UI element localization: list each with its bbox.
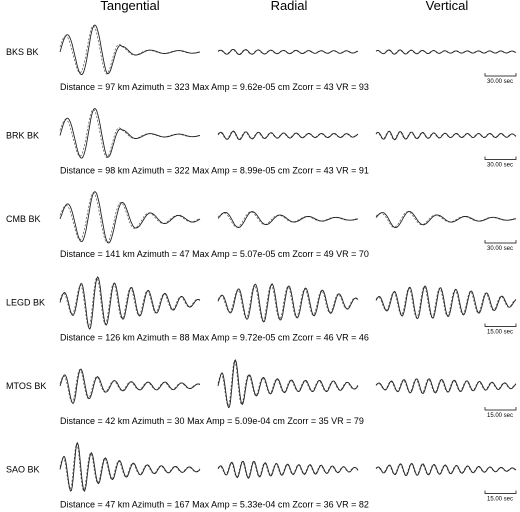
- station-row: [6, 109, 516, 176]
- synthetic-trace-vertical: [376, 132, 516, 140]
- observed-trace-tangential: [60, 192, 200, 243]
- observed-trace-vertical: [376, 212, 516, 228]
- station-info: Distance = 98 km Azimuth = 322 Max Amp = 8.99e-05 cm Zcorr = 43 VR = 91: [60, 165, 369, 176]
- station-row: [6, 192, 516, 259]
- time-scale-bar: [485, 157, 516, 160]
- observed-trace-radial: [218, 461, 358, 478]
- synthetic-trace-tangential: [60, 110, 200, 158]
- time-scale-label: 30.00 sec: [486, 162, 514, 169]
- observed-trace-tangential: [60, 109, 200, 159]
- station-row: [6, 360, 516, 426]
- observed-trace-radial: [218, 212, 358, 228]
- synthetic-trace-tangential: [60, 26, 200, 74]
- observed-trace-radial: [218, 131, 358, 140]
- station-row: [6, 277, 516, 343]
- station-info: Distance = 42 km Azimuth = 30 Max Amp = 5.09e-04 cm Zcorr = 35 VR = 79: [60, 416, 364, 426]
- station-label: MTOS BK: [6, 381, 47, 391]
- synthetic-trace-tangential: [60, 370, 200, 402]
- header-vertical: Vertical: [425, 0, 469, 13]
- observed-trace-tangential: [60, 443, 200, 491]
- time-scale-bar: [485, 491, 516, 494]
- time-scale-bar: [485, 73, 516, 76]
- observed-trace-tangential: [60, 369, 200, 403]
- station-info: Distance = 97 km Azimuth = 323 Max Amp = 9.62e-05 cm Zcorr = 43 VR = 93: [60, 82, 369, 92]
- station-info: Distance = 141 km Azimuth = 47 Max Amp = 5.07e-05 cm Zcorr = 49 VR = 70: [60, 249, 369, 259]
- station-label: CMB BK: [6, 214, 41, 224]
- observed-trace-radial: [218, 284, 358, 322]
- station-rows: [6, 25, 516, 509]
- station-label: BKS BK: [6, 47, 39, 57]
- observed-trace-tangential: [60, 25, 200, 75]
- station-label: LEGD BK: [6, 297, 46, 308]
- observed-trace-radial: [218, 49, 358, 54]
- time-scale-label: 15.00 sec: [486, 329, 514, 336]
- station-label: SAO BK: [6, 464, 40, 475]
- time-scale-bar: [485, 407, 516, 410]
- synthetic-trace-radial: [218, 285, 358, 321]
- header-radial: Radial: [270, 0, 308, 13]
- time-scale-label: 30.00 sec: [486, 246, 514, 252]
- observed-trace-tangential: [60, 277, 200, 329]
- time-scale-label: 15.00 sec: [486, 496, 514, 503]
- station-label: BRK BK: [6, 130, 40, 141]
- station-info: Distance = 47 km Azimuth = 167 Max Amp = 5.33e-04 cm Zcorr = 36 VR = 82: [60, 499, 369, 510]
- header-tangential: Tangential: [100, 0, 160, 13]
- observed-trace-vertical: [376, 379, 516, 394]
- time-scale-label: 30.00 sec: [486, 79, 514, 85]
- time-scale-bar: [485, 240, 516, 243]
- station-info: Distance = 126 km Azimuth = 88 Max Amp = 9.72e-05 cm Zcorr = 46 VR = 46: [60, 332, 369, 343]
- synthetic-trace-vertical: [376, 212, 516, 228]
- station-row: [6, 25, 516, 92]
- observed-trace-vertical: [376, 50, 516, 54]
- synthetic-trace-tangential: [60, 278, 200, 327]
- time-scale-bar: [485, 324, 516, 327]
- station-row: [6, 443, 516, 510]
- time-scale-label: 15.00 sec: [486, 413, 514, 419]
